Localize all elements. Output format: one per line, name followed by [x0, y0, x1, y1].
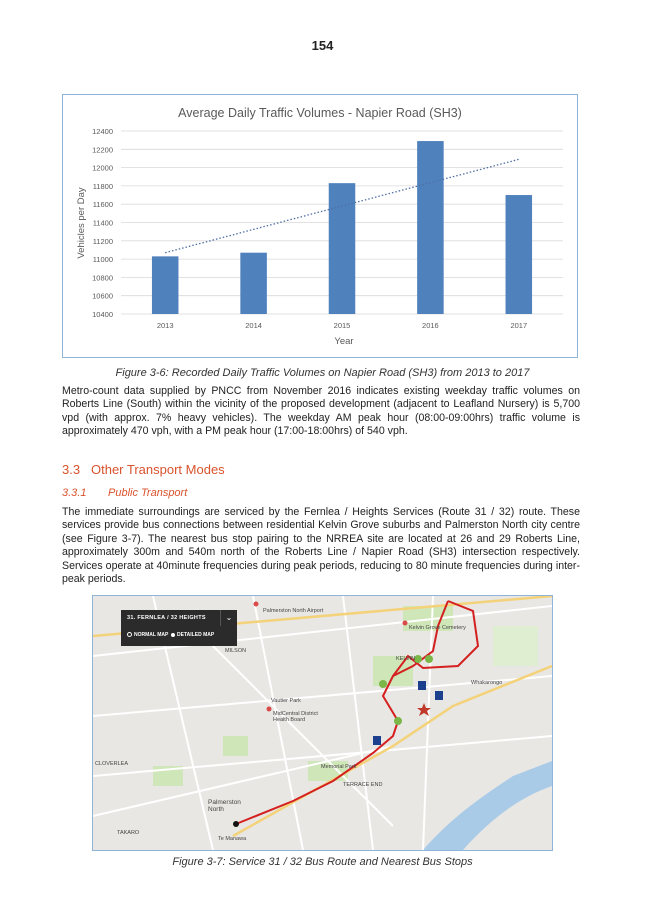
figure-3-6-caption: Figure 3-6: Recorded Daily Traffic Volumes on Napier Road (SH3) from 2013 to 2017 — [115, 367, 530, 379]
bar-2014 — [240, 253, 267, 314]
map-label-midcentral: MidCentral District Health Board — [273, 711, 318, 723]
map-label-te-manawa: Te Manawa — [218, 836, 247, 842]
map-label-kelvin: KELVIN — [396, 656, 416, 662]
x-tick-label: 2017 — [510, 321, 528, 330]
map-view-toggle — [127, 632, 214, 638]
x-tick-label: 2016 — [422, 321, 439, 330]
y-tick-label: 11400 — [92, 218, 113, 228]
y-tick-label: 11000 — [92, 255, 113, 265]
map-label-airport: Palmerston North Airport — [263, 608, 324, 614]
bus-route-map — [92, 595, 553, 851]
paragraph-traffic-volumes: Metro-count data supplied by PNCC from November 2016 indicates existing weekday traffic volumes on Roberts Line (South) within the vicinity of the proposed development (adjacent to Leafland Nursery) is 5,700 vpd (with approx. 7% heavy vehicles). The weekday AM peak hour (08:00-09:00hrs) traffic volume is approximately 470 vph, with a PM peak hour (17:00-18:00hrs) of 540 vph. — [62, 385, 580, 438]
radio-normal-icon[interactable] — [127, 632, 132, 637]
x-tick-label: 2014 — [245, 321, 262, 330]
section-number: 3.3 — [62, 462, 81, 477]
map-label-milson: MILSON — [225, 648, 247, 654]
map-label-whakarongo: Whakarongo — [471, 680, 503, 686]
y-tick-label: 11600 — [92, 200, 113, 210]
y-tick-label: 12200 — [92, 145, 113, 155]
subsection-title: Public Transport — [108, 487, 188, 499]
radio-detailed-icon[interactable] — [171, 633, 175, 637]
figure-3-7-caption: Figure 3-7: Service 31 / 32 Bus Route and Nearest Bus Stops — [172, 856, 473, 868]
map-label-cemetery: Kelvin Grove Cemetery — [409, 625, 466, 631]
bar-2016 — [417, 141, 444, 314]
y-tick-label: 10400 — [92, 310, 113, 319]
section-title: Other Transport Modes — [91, 462, 225, 477]
route-selector-panel — [121, 610, 237, 646]
map-label-memorial: Memorial Park — [321, 764, 357, 770]
y-tick-label: 11200 — [92, 236, 113, 246]
section-heading-3-3-1 — [62, 487, 187, 499]
y-tick-label: 10800 — [92, 273, 113, 283]
route-selector-label: 31. FERNLEA / 32 HEIGHTS — [127, 615, 206, 621]
detailed-map-label[interactable]: DETAILED MAP — [177, 632, 215, 638]
y-tick-label: 11800 — [92, 181, 113, 191]
x-tick-label: 2013 — [156, 321, 174, 330]
chart-svg — [63, 95, 577, 357]
bar-2015 — [329, 183, 356, 314]
paragraph-public-transport: The immediate surroundings are serviced by the Fernlea / Heights Services (Route 31 / 32) route. These services provide bus connections between residential Kelvin Grove suburbs and Palmerston North city centre (see Figure 3-7). The nearest bus stop pairing to the NRREA site are located at 26 and 29 Roberts Line, approximately 300m and 540m north of the Roberts Line / Napier Road (SH3) intersection respectively. Services operate at 40minute frequencies during peak periods, reducing to 80 minute frequencies during inter-peak periods. — [62, 506, 580, 586]
chart-title: Average Daily Traffic Volumes - Napier Road (SH3) — [178, 106, 462, 120]
section-heading-3-3 — [62, 462, 225, 477]
map-label-vautier: Vautier Park — [271, 698, 301, 704]
chart-x-axis-label: Year — [334, 336, 354, 347]
y-tick-label: 10600 — [92, 291, 113, 301]
chevron-down-icon[interactable]: ⌄ — [220, 610, 237, 626]
traffic-chart — [62, 94, 578, 358]
bar-2017 — [506, 195, 533, 314]
y-tick-label: 12000 — [92, 163, 113, 173]
bar-2013 — [152, 256, 179, 314]
map-label-takaro: TAKARO — [117, 830, 140, 836]
map-label-terrace-end: TERRACE END — [343, 782, 383, 788]
chart-x-ticks — [157, 321, 527, 330]
page-number: 154 — [311, 38, 334, 53]
chart-y-axis-label: Vehicles per Day — [76, 187, 87, 259]
normal-map-label[interactable]: NORMAL MAP — [134, 632, 169, 638]
map-label-cloverlea: CLOVERLEA — [95, 761, 129, 767]
chart-y-ticks — [92, 127, 113, 319]
y-tick-label: 12400 — [92, 127, 113, 136]
x-tick-label: 2015 — [333, 321, 351, 330]
chart-bars — [152, 141, 532, 314]
subsection-number: 3.3.1 — [62, 487, 87, 499]
map-label-palmerston: Palmerston North — [208, 799, 241, 813]
